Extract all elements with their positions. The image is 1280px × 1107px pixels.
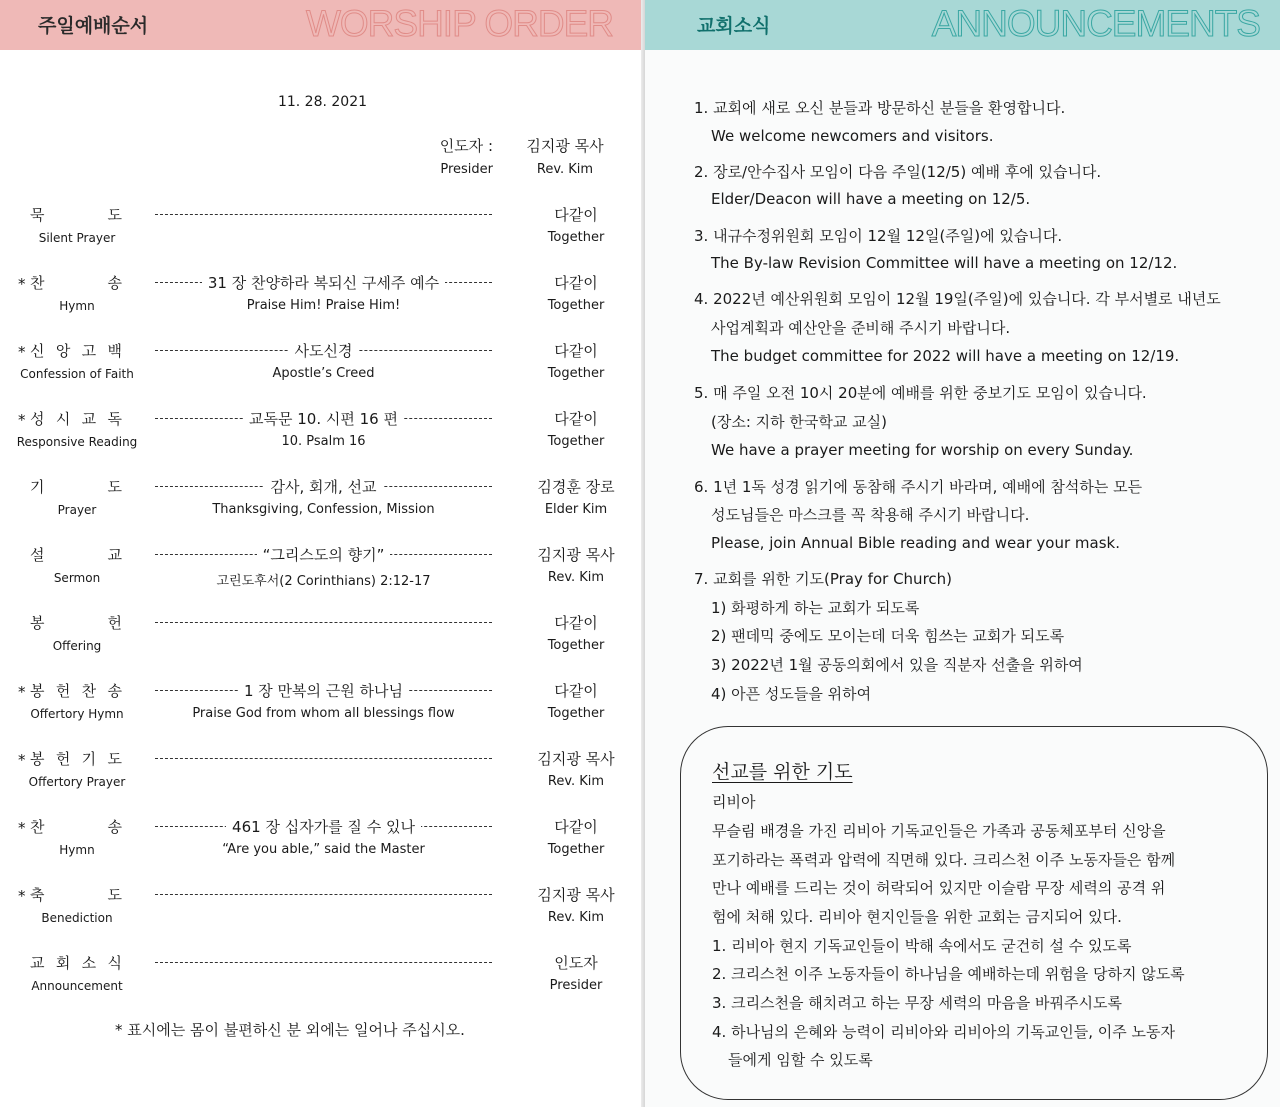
order-item-title-char: 찬 bbox=[30, 818, 45, 836]
order-item-title-char: 고 bbox=[81, 342, 97, 360]
standing-marker: * bbox=[18, 751, 26, 769]
leader-dashes bbox=[155, 622, 492, 623]
announcement-1-en: We welcome newcomers and visitors. bbox=[711, 127, 994, 145]
order-item-title-char: 도 bbox=[107, 750, 122, 768]
order-item-title-char: 도 bbox=[107, 886, 122, 904]
order-item-title-ko bbox=[30, 816, 122, 837]
order-item-leader-en: Together bbox=[547, 706, 605, 721]
order-item-detail-en: “Are you able,” said the Master bbox=[222, 842, 425, 857]
order-item-title-char: 회 bbox=[55, 954, 71, 972]
order-item-title-char: 앙 bbox=[55, 342, 71, 360]
order-item-detail-text: 461 장 십자가를 질 수 있나 bbox=[226, 818, 421, 836]
order-item-leader-en: Presider bbox=[549, 978, 603, 993]
order-item-title-char: 찬 bbox=[30, 274, 45, 292]
order-item-title-char: 헌 bbox=[107, 614, 122, 632]
announcement-6-en: Please, join Annual Bible reading and wear your mask. bbox=[711, 534, 1120, 552]
mission-paragraph-line: 무슬림 배경을 가진 리비아 기독교인들은 가족과 공동체포부터 신앙을 bbox=[712, 822, 1166, 840]
order-item-detail-ko bbox=[155, 340, 492, 361]
announcement-4-en: The budget committee for 2022 will have a meeting on 12/19. bbox=[711, 347, 1180, 365]
order-item-title-ko bbox=[30, 476, 122, 497]
order-item-title-en: Offertory Hymn bbox=[30, 707, 124, 721]
order-item-leader-ko: 인도자 bbox=[554, 954, 598, 972]
order-item-title-char: 헌 bbox=[55, 750, 71, 768]
order-item-leader-ko: 김지광 목사 bbox=[537, 546, 615, 564]
order-item-title-en: Prayer bbox=[57, 503, 97, 517]
standing-marker: * bbox=[18, 819, 26, 837]
order-item-leader-en: Together bbox=[547, 366, 605, 381]
order-item-title-ko bbox=[30, 884, 122, 905]
order-item-leader-en: Together bbox=[547, 638, 605, 653]
order-item-detail-en: 고린도후서(2 Corinthians) 2:12-17 bbox=[216, 574, 431, 589]
order-item-detail-text: 교독문 10. 시편 16 편 bbox=[243, 410, 404, 428]
order-item-title-en: Hymn bbox=[59, 843, 95, 857]
order-item bbox=[0, 747, 645, 807]
order-item-detail-ko bbox=[155, 816, 492, 837]
service-date: 11. 28. 2021 bbox=[277, 94, 368, 110]
mission-prayer-item-4-cont: 들에게 임할 수 있도록 bbox=[728, 1051, 873, 1069]
order-item-title-char: 설 bbox=[30, 546, 45, 564]
order-item-title-en: Sermon bbox=[53, 571, 101, 585]
order-item bbox=[0, 475, 645, 535]
order-item-title-char: 독 bbox=[107, 410, 122, 428]
order-item bbox=[0, 951, 645, 1011]
announcements-title-ko: 교회소식 bbox=[697, 15, 771, 37]
prayer-item-1: 1) 화평하게 하는 교회가 되도록 bbox=[711, 599, 920, 617]
order-item-leader-ko: 김경훈 장로 bbox=[537, 478, 615, 496]
announcement-5-en: We have a prayer meeting for worship on every Sunday. bbox=[711, 441, 1134, 459]
standing-footnote: * 표시에는 몸이 불편하신 분 외에는 일어나 주십시오. bbox=[115, 1021, 465, 1039]
worship-order-title-ko: 주일예배순서 bbox=[38, 15, 149, 37]
order-item-title-char: 소 bbox=[81, 954, 97, 972]
order-item-leader-ko: 다같이 bbox=[554, 614, 598, 632]
order-item-title-en: Offertory Prayer bbox=[28, 775, 126, 789]
announcements-title-en: ANNOUNCEMENTS bbox=[931, 3, 1260, 44]
order-item-title-ko bbox=[30, 544, 122, 565]
order-item-title-en: Responsive Reading bbox=[16, 435, 138, 449]
announcement-4: 4. 2022년 예산위원회 모임이 12월 19일(주일)에 있습니다. 각 부서별로 내년도 bbox=[694, 290, 1221, 308]
order-item-detail-en: Thanksgiving, Confession, Mission bbox=[212, 502, 435, 517]
order-item-title-ko bbox=[30, 680, 122, 701]
order-item-detail-ko bbox=[155, 272, 492, 293]
order-item-leader-ko: 다같이 bbox=[554, 410, 598, 428]
order-item-title-en: Confession of Faith bbox=[20, 367, 134, 381]
order-item-title-ko bbox=[30, 408, 122, 429]
order-item-detail-ko bbox=[155, 408, 492, 429]
worship-order-title-en: WORSHIP ORDER bbox=[305, 3, 613, 44]
order-item-leader-en: Rev. Kim bbox=[547, 910, 605, 925]
mission-prayer-item-4: 4. 하나님의 은혜와 능력이 리비아와 리비아의 기독교인들, 이주 노동자 bbox=[712, 1023, 1175, 1041]
announcement-1: 1. 교회에 새로 오신 분들과 방문하신 분들을 환영합니다. bbox=[694, 99, 1066, 117]
announcement-5: 5. 매 주일 오전 10시 20분에 예배를 위한 중보기도 모임이 있습니다. bbox=[694, 384, 1147, 402]
order-item-title-char: 축 bbox=[30, 886, 45, 904]
announcement-4-cont: 사업계획과 예산안을 준비해 주시기 바랍니다. bbox=[711, 319, 1011, 337]
order-item-title-char: 기 bbox=[30, 478, 45, 496]
presider-label-en: Presider bbox=[440, 162, 493, 177]
order-item-detail-en: 10. Psalm 16 bbox=[281, 434, 366, 449]
order-item-title-char: 교 bbox=[81, 410, 97, 428]
order-item-leader-en: Rev. Kim bbox=[547, 570, 605, 585]
standing-marker: * bbox=[18, 343, 26, 361]
order-item bbox=[0, 339, 645, 399]
order-item-title-ko bbox=[30, 952, 122, 973]
announcement-6: 6. 1년 1독 성경 읽기에 동참해 주시기 바라며, 예배에 참석하는 모든 bbox=[694, 478, 1143, 496]
order-item-title-char: 시 bbox=[55, 410, 71, 428]
prayer-item-2: 2) 팬데믹 중에도 모이는데 더욱 힘쓰는 교회가 되도록 bbox=[711, 627, 1065, 645]
order-item-title-char: 교 bbox=[107, 546, 122, 564]
order-item-title-char: 찬 bbox=[81, 682, 97, 700]
presider-label-ko: 인도자 : bbox=[439, 137, 493, 155]
order-item-title-ko bbox=[30, 748, 122, 769]
order-item-title-ko bbox=[30, 272, 122, 293]
mission-prayer-item-3: 3. 크리스천을 해치려고 하는 무장 세력의 마음을 바꿔주시도록 bbox=[712, 994, 1122, 1012]
leader-dashes bbox=[155, 214, 492, 215]
order-item-title-char: 봉 bbox=[30, 682, 45, 700]
order-item-leader-ko: 다같이 bbox=[554, 682, 598, 700]
order-item-leader-ko: 다같이 bbox=[554, 342, 598, 360]
announcement-5-cont: (장소: 지하 한국학교 교실) bbox=[711, 413, 887, 431]
leader-dashes bbox=[155, 962, 492, 963]
order-item-leader-ko: 김지광 목사 bbox=[537, 750, 615, 768]
order-item-leader-en: Together bbox=[547, 434, 605, 449]
standing-marker: * bbox=[18, 887, 26, 905]
order-item bbox=[0, 407, 645, 467]
prayer-item-3: 3) 2022년 1월 공동의회에서 있을 직분자 선출을 위하여 bbox=[711, 656, 1083, 674]
order-item-leader-en: Together bbox=[547, 842, 605, 857]
order-item-title-char: 교 bbox=[30, 954, 45, 972]
mission-country: 리비아 bbox=[712, 793, 756, 811]
order-item bbox=[0, 611, 645, 671]
order-item-title-char: 기 bbox=[81, 750, 97, 768]
order-item-title-ko bbox=[30, 612, 122, 633]
order-item-leader-ko: 다같이 bbox=[554, 206, 598, 224]
mission-prayer-item-1: 1. 리비아 현지 기독교인들이 박해 속에서도 굳건히 설 수 있도록 bbox=[712, 937, 1132, 955]
announcements-header bbox=[645, 0, 1280, 50]
order-item-title-char: 송 bbox=[107, 274, 122, 292]
order-item-detail-en: Apostle’s Creed bbox=[272, 366, 375, 381]
order-item-title-char: 백 bbox=[107, 342, 122, 360]
announcement-7: 7. 교회를 위한 기도(Pray for Church) bbox=[694, 570, 953, 588]
leader-dashes bbox=[155, 758, 492, 759]
order-item-title-en: Announcement bbox=[31, 979, 123, 993]
order-item-title-char: 성 bbox=[30, 410, 45, 428]
prayer-item-4: 4) 아픈 성도들을 위하여 bbox=[711, 685, 872, 703]
order-item-leader-en: Elder Kim bbox=[544, 502, 608, 517]
order-item-leader-en: Together bbox=[547, 230, 605, 245]
order-item-title-en: Silent Prayer bbox=[38, 231, 116, 245]
order-item-title-char: 봉 bbox=[30, 750, 45, 768]
announcement-3-en: The By-law Revision Committee will have a meeting on 12/12. bbox=[711, 254, 1178, 272]
standing-marker: * bbox=[18, 683, 26, 701]
order-item-title-char: 송 bbox=[107, 682, 122, 700]
order-item-leader-en: Together bbox=[547, 298, 605, 313]
order-item-title-en: Offering bbox=[52, 639, 102, 653]
presider-name-ko: 김지광 목사 bbox=[526, 137, 604, 155]
presider-name-en: Rev. Kim bbox=[536, 162, 594, 177]
order-item-leader-ko: 다같이 bbox=[554, 274, 598, 292]
order-item-detail-ko bbox=[155, 544, 492, 565]
order-item bbox=[0, 679, 645, 739]
order-item-leader-en: Rev. Kim bbox=[547, 774, 605, 789]
order-item-title-char: 식 bbox=[107, 954, 122, 972]
worship-order-header bbox=[0, 0, 645, 50]
mission-prayer-title: 선교를 위한 기도 bbox=[712, 761, 853, 783]
standing-marker: * bbox=[18, 275, 26, 293]
order-item-detail-ko bbox=[155, 476, 492, 497]
order-item-title-char: 헌 bbox=[55, 682, 71, 700]
announcement-2: 2. 장로/안수집사 모임이 다음 주일(12/5) 예배 후에 있습니다. bbox=[694, 163, 1102, 181]
mission-paragraph-line: 포기하라는 폭력과 압력에 직면해 있다. 크리스천 이주 노동자들은 함께 bbox=[712, 851, 1176, 869]
order-item-title-ko bbox=[30, 204, 122, 225]
announcement-2-en: Elder/Deacon will have a meeting on 12/5. bbox=[711, 190, 1031, 208]
order-item bbox=[0, 543, 645, 603]
order-item-title-char: 도 bbox=[107, 206, 122, 224]
order-item-title-en: Benediction bbox=[41, 911, 113, 925]
order-item-detail-text: 사도신경 bbox=[289, 342, 359, 360]
order-item-detail-ko bbox=[155, 680, 492, 701]
announcement-6-cont: 성도님들은 마스크를 꼭 착용해 주시기 바랍니다. bbox=[711, 506, 1030, 524]
order-item-detail-text: 31 장 찬양하라 복되신 구세주 예수 bbox=[202, 274, 445, 292]
order-item-leader-ko: 다같이 bbox=[554, 818, 598, 836]
announcement-3: 3. 내규수정위원회 모임이 12월 12일(주일)에 있습니다. bbox=[694, 227, 1063, 245]
order-item-title-char: 묵 bbox=[30, 206, 45, 224]
order-item-leader-ko: 김지광 목사 bbox=[537, 886, 615, 904]
mission-prayer-item-2: 2. 크리스천 이주 노동자들이 하나님을 예배하는데 위험을 당하지 않도록 bbox=[712, 965, 1185, 983]
leader-dashes bbox=[155, 894, 492, 895]
order-item-detail-en: Praise Him! Praise Him! bbox=[246, 298, 401, 313]
order-item-title-ko bbox=[30, 340, 122, 361]
standing-marker: * bbox=[18, 411, 26, 429]
order-item-title-char: 송 bbox=[107, 818, 122, 836]
order-item-title-char: 봉 bbox=[30, 614, 45, 632]
order-item bbox=[0, 203, 645, 263]
mission-paragraph-line: 험에 처해 있다. 리비아 현지인들을 위한 교회는 금지되어 있다. bbox=[712, 908, 1122, 926]
order-item-detail-text: “그리스도의 향기” bbox=[257, 546, 391, 564]
order-item-detail-text: 1 장 만복의 근원 하나님 bbox=[238, 682, 409, 700]
mission-paragraph-line: 만나 예배를 드리는 것이 허락되어 있지만 이슬람 무장 세력의 공격 위 bbox=[712, 879, 1166, 897]
order-item-detail-text: 감사, 회개, 선교 bbox=[264, 478, 382, 496]
order-item bbox=[0, 883, 645, 943]
order-item bbox=[0, 815, 645, 875]
order-item bbox=[0, 271, 645, 331]
order-item-title-char: 도 bbox=[107, 478, 122, 496]
order-item-detail-en: Praise God from whom all blessings flow bbox=[192, 706, 455, 721]
order-item-title-en: Hymn bbox=[59, 299, 95, 313]
order-item-title-char: 신 bbox=[30, 342, 45, 360]
